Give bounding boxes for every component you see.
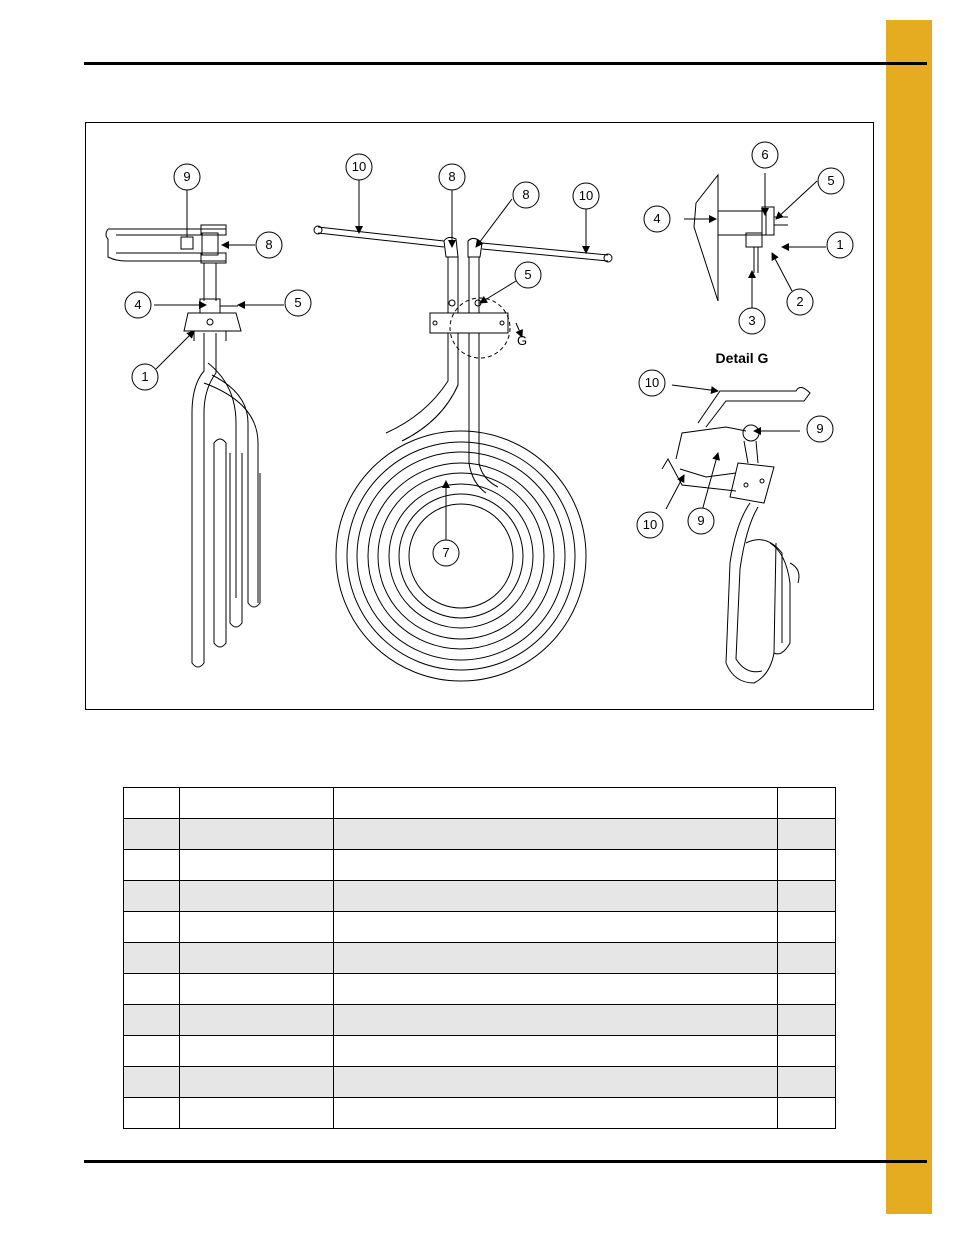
callout-label: 9 [183,169,191,184]
detail-g-title: Detail G [715,350,769,366]
table-cell [124,850,180,881]
table-cell [334,1098,778,1129]
table-cell [180,1005,334,1036]
callout-label: 8 [448,169,456,184]
table-cell [334,1005,778,1036]
left-side-view [106,189,284,667]
table-cell [778,881,836,912]
table-cell [124,974,180,1005]
callout-label: 2 [796,294,804,309]
table-cell [334,1036,778,1067]
table-cell [778,1036,836,1067]
table-cell [334,974,778,1005]
table-cell [778,819,836,850]
callout-label: 3 [748,313,756,328]
column-header [334,788,778,819]
table-row [124,1067,836,1098]
table-cell [180,974,334,1005]
table-cell [778,850,836,881]
table-row [124,1005,836,1036]
table-cell [180,943,334,974]
table-row [124,1098,836,1129]
table-cell [180,881,334,912]
callout-label: 10 [644,375,660,390]
callout-label: 8 [265,237,273,252]
table-header-row [124,788,836,819]
table-cell [334,819,778,850]
callout-label: 9 [697,513,705,528]
footer-rule [84,1160,927,1163]
callout-label: 9 [816,421,824,436]
table-cell [180,1067,334,1098]
exploded-view-figure [85,122,874,710]
table-cell [124,943,180,974]
column-header [778,788,836,819]
bracket-detail-view [684,173,826,309]
parts-list-table [123,787,836,1129]
table-cell [778,943,836,974]
table-cell [334,1067,778,1098]
table-cell [334,912,778,943]
detail-g-view [662,385,810,683]
middle-coil-view [314,179,612,681]
table-cell [778,912,836,943]
table-cell [180,1098,334,1129]
callout-label: 5 [827,173,835,188]
table-cell [124,1005,180,1036]
callout-label: 7 [442,545,450,560]
table-cell [180,850,334,881]
callout-label: 8 [522,187,530,202]
table-cell [124,1067,180,1098]
callout-label: 6 [761,147,769,162]
table-cell [778,1067,836,1098]
callout-label: 5 [294,295,302,310]
callout-label: 10 [642,517,658,532]
table-row [124,819,836,850]
column-header [124,788,180,819]
table-cell [124,1036,180,1067]
callout-label: 10 [578,188,594,203]
table-cell [124,1098,180,1129]
table-cell [180,819,334,850]
callout-label: 10 [351,159,367,174]
section-tab [886,20,932,1214]
table-cell [124,881,180,912]
table-cell [124,819,180,850]
table-cell [180,912,334,943]
callout-label: 1 [141,369,149,384]
table-cell [334,881,778,912]
table-cell [334,943,778,974]
callout-label: 5 [524,267,532,282]
table-cell [778,974,836,1005]
header-rule [84,62,927,65]
table-row [124,850,836,881]
callout-label: 4 [653,211,661,226]
callout-label: 4 [134,297,142,312]
table-cell [778,1098,836,1129]
table-row [124,1036,836,1067]
column-header [180,788,334,819]
table-row [124,881,836,912]
table-cell [778,1005,836,1036]
table-cell [334,850,778,881]
table-cell [124,912,180,943]
detail-g-marker: G [516,333,528,348]
table-row [124,912,836,943]
table-row [124,974,836,1005]
callout-label: 1 [836,237,844,252]
table-cell [180,1036,334,1067]
table-row [124,943,836,974]
